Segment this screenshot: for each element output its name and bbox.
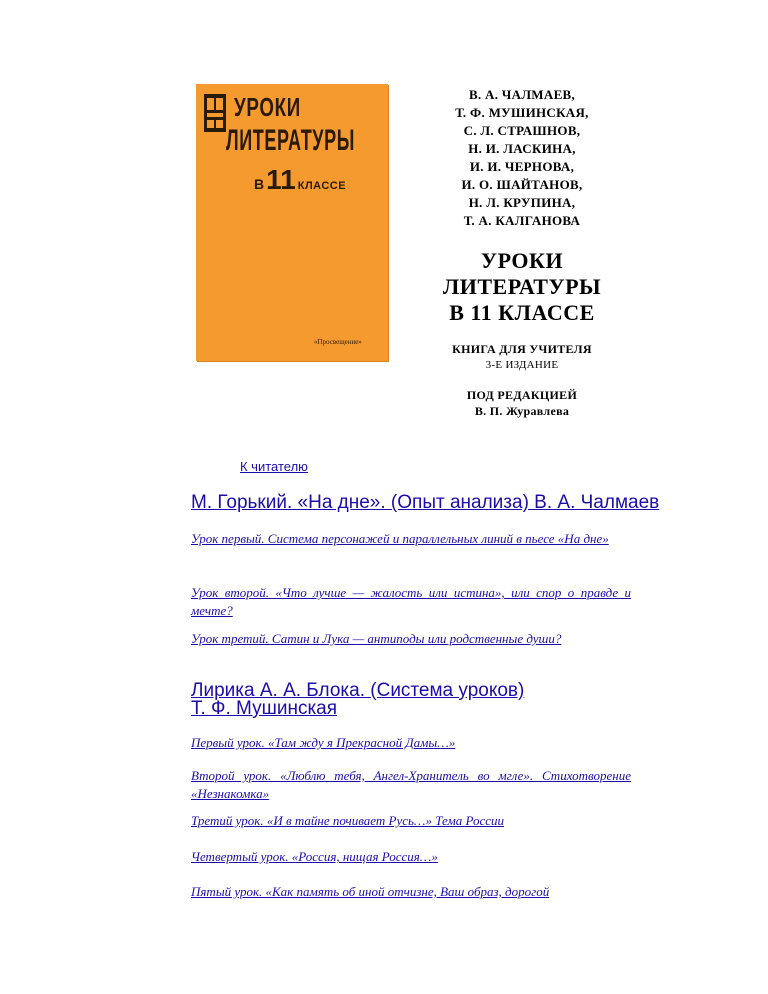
book-title-line: В 11 КЛАССЕ — [449, 300, 595, 325]
author: Н. Л. КРУПИНА, — [468, 195, 576, 210]
author: Т. Ф. МУШИНСКАЯ, — [455, 105, 589, 120]
toc-lesson-link[interactable]: Четвертый урок. «Россия, нищая Россия…» — [191, 849, 438, 864]
author: И. И. ЧЕРНОВА, — [469, 159, 575, 174]
book-edition: 3-Е ИЗДАНИЕ — [485, 359, 559, 371]
author: С. Л. СТРАШНОВ, — [463, 123, 581, 138]
book-subtitle: КНИГА ДЛЯ УЧИТЕЛЯ — [452, 342, 592, 356]
book-cover-image — [196, 84, 388, 361]
toc-lesson-link[interactable]: Урок третий. Сатин и Лука — антиподы или родственные души? — [191, 631, 562, 646]
toc-lesson-link[interactable]: Второй урок. «Люблю тебя, Ангел-Хранитель во мгле». Стихотворение «Незнакомка» — [191, 768, 631, 801]
book-title — [412, 248, 632, 326]
author: Н. И. ЛАСКИНА, — [468, 141, 576, 156]
toc-lesson-link[interactable]: Урок второй. «Что лучше — жалость или истина», или спор о правде и мечте? — [191, 585, 631, 618]
editor-line1: ПОД РЕДАКЦИЕЙ — [466, 388, 578, 402]
toc-section-gorky[interactable]: М. Горький. «На дне». (Опыт анализа) В. А. Чалмаев — [191, 492, 660, 513]
cover-publisher: «Просвещение» — [314, 338, 362, 346]
cover-title-line3 — [254, 164, 346, 196]
book-title-line: УРОКИ — [480, 248, 564, 273]
cover-title-line1: УРОКИ — [234, 92, 301, 122]
toc-section-blok-author[interactable]: Т. Ф. Мушинская — [191, 698, 338, 719]
title-block — [412, 86, 632, 419]
publisher-logo-icon — [204, 94, 226, 132]
toc-lesson-link[interactable]: Третий урок. «И в тайне почивает Русь…» Тема России — [191, 813, 504, 828]
cover-title-klass: КЛАССЕ — [297, 180, 347, 192]
author: В. А. ЧАЛМАЕВ, — [468, 87, 576, 102]
cover-title-number: 11 — [266, 164, 296, 195]
toc-lesson-link[interactable]: Урок первый. Система персонажей и параллельных линий в пьесе «На дне» — [191, 531, 609, 546]
cover-title-v: В — [254, 176, 265, 192]
toc-section-blok[interactable]: Лирика А. А. Блока. (Система уроков) — [191, 680, 525, 701]
cover-title-line2: ЛИТЕРАТУРЫ — [226, 124, 355, 157]
toc-lesson-link[interactable]: Первый урок. «Там жду я Прекрасной Дамы…» — [191, 735, 456, 750]
authors-list — [412, 86, 632, 230]
toc-lesson-link[interactable]: Пятый урок. «Как память об иной отчизне, Ваш образ, дорогой — [191, 884, 550, 899]
author: Т. А. КАЛГАНОВА — [463, 213, 581, 228]
toc-link-reader[interactable]: К читателю — [240, 459, 308, 474]
author: И. О. ШАЙТАНОВ, — [461, 177, 583, 192]
editor-credit — [412, 387, 632, 419]
book-title-line: ЛИТЕРАТУРЫ — [442, 274, 602, 299]
editor-line2: В. П. Журавлева — [474, 404, 570, 418]
